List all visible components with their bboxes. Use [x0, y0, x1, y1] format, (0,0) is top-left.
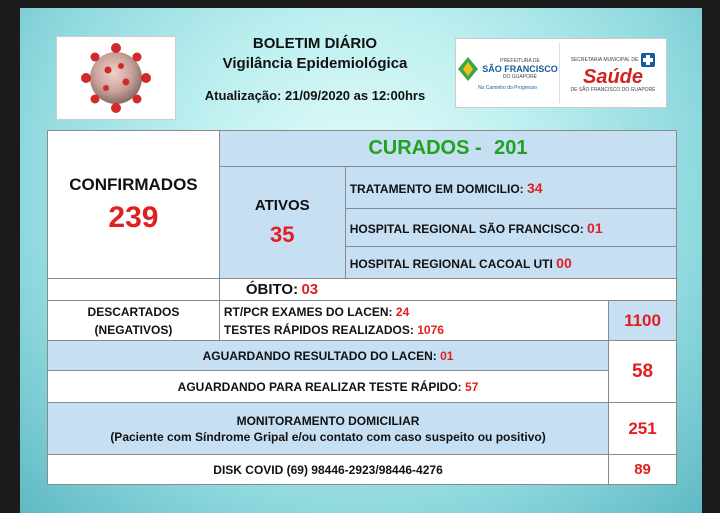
ativos-value: 35 [270, 222, 295, 247]
saude-word: Saúde [582, 66, 644, 88]
curados-value: 201 [494, 137, 528, 159]
bulletin-subtitle: Vigilância Epidemiológica [222, 55, 408, 72]
saude-top: SECRETARIA MUNICIPAL DE [570, 57, 639, 63]
aguardando-teste-label: AGUARDANDO PARA REALIZAR TESTE RÁPIDO: [177, 379, 462, 394]
prefeitura-emblem-icon [457, 56, 479, 82]
saude-sub: DE SÃO FRANCISCO DO GUAPORÉ [570, 87, 656, 93]
obito-cell [219, 279, 676, 301]
saude-logo [560, 43, 666, 103]
monitoramento-label: MONITORAMENTO DOMICILIAR [236, 413, 420, 428]
aguardando-lacen-value: 01 [440, 348, 454, 363]
prefeitura-name: SÃO FRANCISCO [482, 63, 558, 74]
prefeitura-motto: No Caminho do Progresso [478, 84, 537, 91]
disk-covid: DISK COVID (69) 98446-2923/98446-4276 [48, 455, 609, 485]
hrsf-value: 01 [587, 219, 603, 236]
disk-value: 89 [609, 455, 677, 485]
update-timestamp: Atualização: 21/09/2020 as 12:00hrs [204, 88, 426, 103]
curados-cell [219, 131, 676, 167]
obito-label: ÓBITO: [245, 281, 299, 298]
obito-value: 03 [301, 281, 319, 298]
hrsf-cell [345, 209, 676, 247]
descartados-label-2: (NEGATIVOS) [94, 322, 173, 337]
obito-left-blank [48, 279, 220, 301]
coronavirus-icon [66, 40, 166, 116]
hrsf-label: HOSPITAL REGIONAL SÃO FRANCISCO: [349, 221, 584, 236]
tratamento-cell [345, 167, 676, 209]
descartados-cell [48, 301, 220, 341]
bulletin-table [47, 130, 677, 485]
bulletin-title: BOLETIM DIÁRIO [252, 35, 378, 52]
virus-logo [56, 36, 176, 120]
monitoramento-desc: (Paciente com Síndrome Gripal e/ou contato com caso suspeito ou positivo) [110, 429, 546, 444]
ativos-label: ATIVOS [254, 197, 310, 214]
cross-icon [641, 53, 655, 67]
header [180, 34, 450, 103]
hrc-cell [345, 247, 676, 279]
descartados-label-1: DESCARTADOS [87, 304, 180, 319]
confirmados-cell [48, 131, 220, 279]
testes-value: 1076 [417, 322, 444, 337]
curados-label: CURADOS - [368, 137, 482, 159]
aguardando-teste-value: 57 [465, 379, 479, 394]
hrc-value: 00 [556, 254, 572, 271]
monitoramento-value: 251 [609, 403, 677, 455]
confirmados-value: 239 [108, 200, 159, 234]
aguardando-lacen-label: AGUARDANDO RESULTADO DO LACEN: [202, 348, 437, 363]
institution-logos [455, 38, 667, 108]
confirmados-label: CONFIRMADOS [69, 174, 198, 194]
screen-edge [0, 0, 20, 513]
descartados-total: 1100 [609, 301, 677, 341]
prefeitura-sub: DO GUAPORÉ [503, 73, 537, 80]
monitoramento-cell [48, 403, 609, 455]
hrc-label: HOSPITAL REGIONAL CACOAL UTI [349, 256, 553, 271]
rtpcr-label: RT/PCR EXAMES DO LACEN: [223, 304, 393, 319]
aguardando-lacen-cell [48, 341, 609, 371]
aguardando-total: 58 [609, 341, 677, 403]
tratamento-value: 34 [527, 179, 543, 196]
descartados-detail-cell [219, 301, 608, 341]
tratamento-label: TRATAMENTO EM DOMICILIO: [349, 181, 524, 196]
aguardando-teste-cell [48, 371, 609, 403]
ativos-cell [219, 167, 345, 279]
prefeitura-top: PREFEITURA DE [500, 57, 540, 64]
testes-label: TESTES RÁPIDOS REALIZADOS: [223, 322, 414, 337]
rtpcr-value: 24 [395, 304, 410, 319]
prefeitura-logo [456, 43, 560, 103]
